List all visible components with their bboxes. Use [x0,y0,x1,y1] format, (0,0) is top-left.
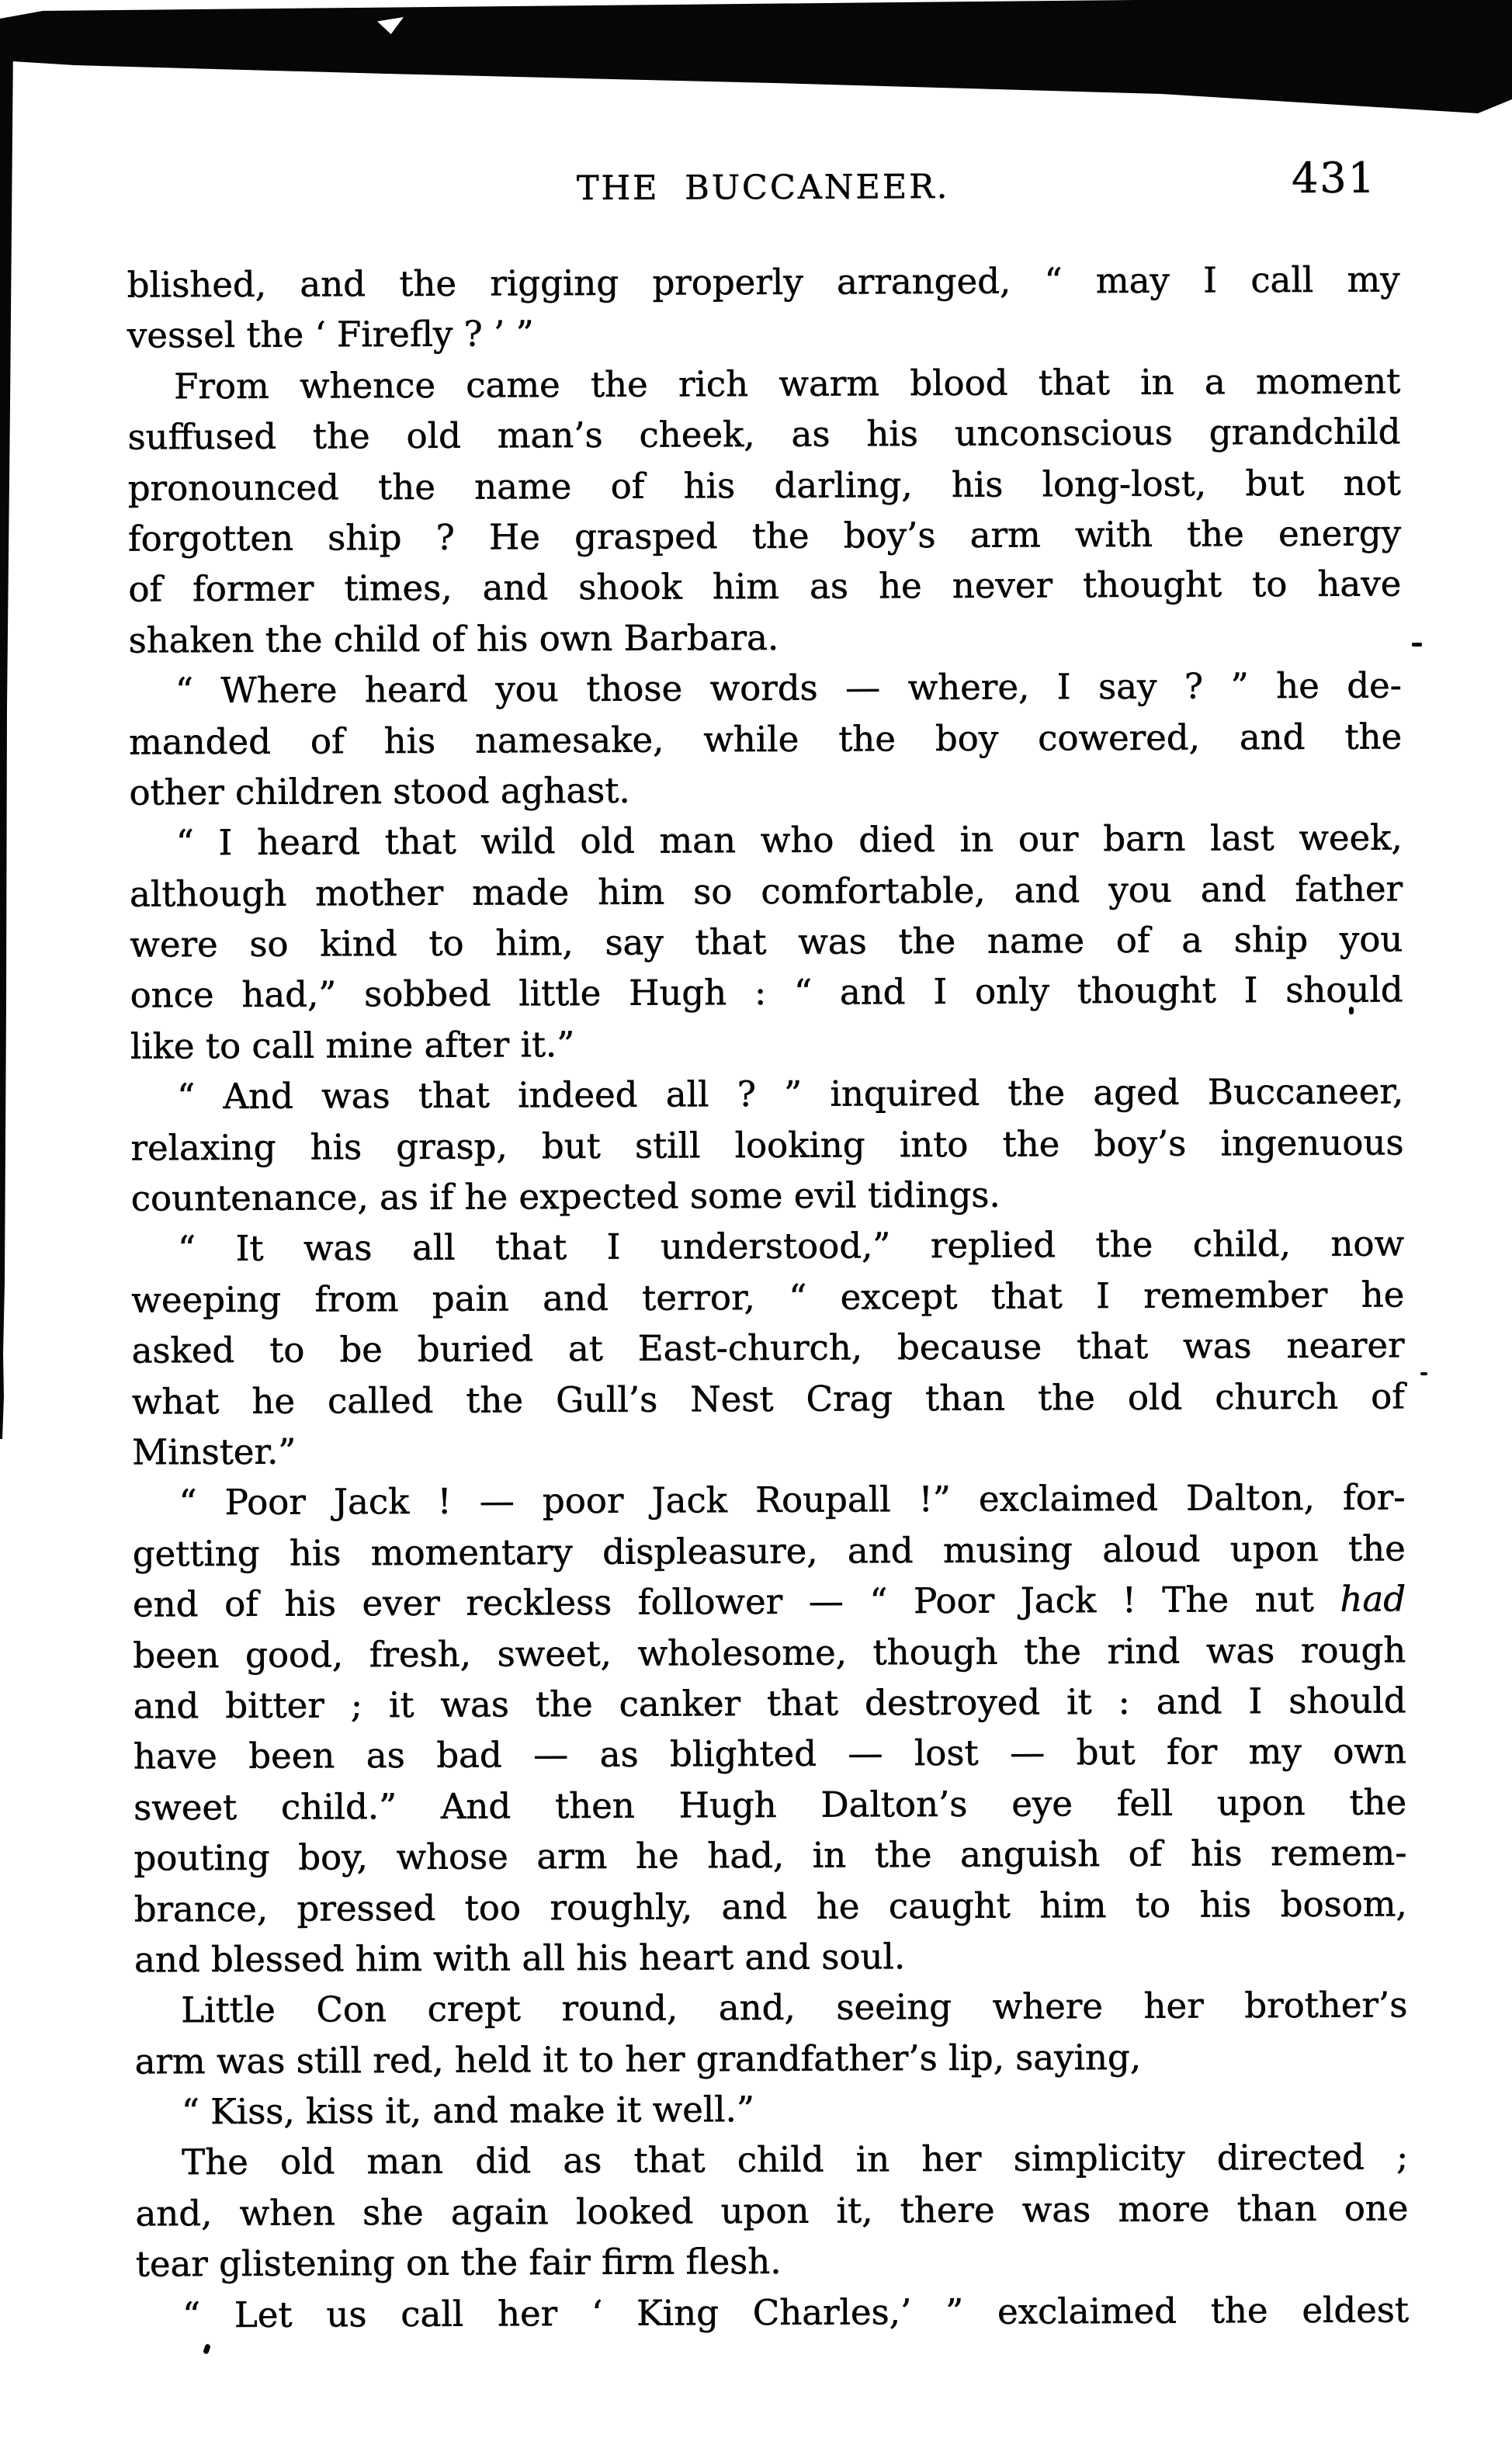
text-line: Little Con crept round, and, seeing where her brother’s [181,1984,1408,2031]
text-line: “ Where heard you those words — where, I say ? ” he de- [175,664,1403,712]
text-line: “ Kiss, kiss it, and make it well.” [181,2089,755,2133]
text-line: tear glistening on the fair firm flesh. [135,2241,782,2285]
text-line: although mother made him so comfortable, and you and father [129,868,1403,915]
text-line: From whence came the rich warm blood that in a moment [174,360,1401,407]
scan-artifact-top-band [0,0,1512,124]
text-line: like to call mine after it.” [130,1023,575,1067]
text-line: “ Let us call her ‘ King Charles,’ ” exclaimed the eldest [182,2289,1410,2335]
text-line: asked to be buried at East-church, because that was nearer [131,1324,1405,1371]
text-line: suffused the old man’s cheek, as his unconscious grandchild [127,411,1401,458]
text-line: have been as bad — as blighted — lost — but for my own [133,1730,1407,1777]
page-number: 431 [1291,153,1377,203]
text-line: Minster.” [132,1430,297,1473]
scan-speck [1412,643,1422,647]
text-line: relaxing his grasp, but still looking into the boy’s ingenuous [130,1122,1404,1169]
text-line: getting his momentary displeasure, and musing aloud upon the [132,1527,1406,1575]
text-line: and blessed him with all his heart and soul. [134,1936,906,1981]
text-line: “ And was that indeed all ? ” inquired the aged Buccaneer, [177,1070,1404,1118]
scan-speck [1420,1372,1427,1375]
text-line: “ I heard that wild old man who died in our barn last week, [175,817,1403,864]
text-line: shaken the child of his own Barbara. [128,616,779,661]
body-text [127,254,1410,2340]
text-line: The old man did as that child in her simplicity directed ; [182,2136,1409,2183]
text-line: once had,” sobbed little Hugh : “ and I only thought I should [130,969,1403,1017]
text-line: vessel the ‘ Firefly ? ’ ” [127,313,534,356]
text-line: other children stood aghast. [129,769,630,813]
text-line: sweet child.” And then Hugh Dalton’s eye fell upon the [134,1781,1407,1829]
text-line: arm was still red, held it to her grandfather’s lip, saying, [134,2036,1142,2082]
scan-speck [203,2343,211,2355]
text-line: end of his ever reckless follower — “ Poor Jack ! The nut had [132,1578,1406,1625]
page-content [127,153,1410,2340]
text-line: pronounced the name of his darling, his long-lost, but not [127,461,1401,509]
text-line: been good, fresh, sweet, wholesome, though the rind was rough [133,1628,1406,1676]
text-line: pouting boy, whose arm he had, in the anguish of his remem- [134,1832,1407,1879]
text-line: and, when she again looked upon it, there was more than one [135,2187,1409,2235]
text-line: “ Poor Jack ! — poor Jack Roupall !” exclaimed Dalton, for- [179,1476,1406,1524]
text-line: what he called the Gull’s Nest Crag than the old church of [131,1375,1406,1423]
text-line: blished, and the rigging properly arranged, “ may I call my [127,258,1400,306]
text-line: brance, pressed too roughly, and he caught him to his bosom, [134,1882,1407,1930]
text-line: were so kind to him, say that was the name of a ship you [130,918,1403,966]
text-line: and bitter ; it was the canker that destroyed it : and I should [133,1680,1406,1727]
running-head [127,153,1399,212]
text-line: weeping from pain and terror, “ except that I remember he [131,1274,1405,1321]
text-line: forgotten ship ? He grasped the boy’s arm with the energy [127,512,1402,560]
running-head-title: THE BUCCANEER. [576,167,950,209]
text-line: manded of his namesake, while the boy cowered, and the [129,715,1403,763]
text-line: countenance, as if he expected some evil tidings. [130,1174,1000,1219]
text-line: of former times, and shook him as he never thought to have [128,563,1402,610]
text-line: “ It was all that I understood,” replied the child, now [177,1222,1405,1270]
scan-artifact-left-strip [0,42,14,1439]
